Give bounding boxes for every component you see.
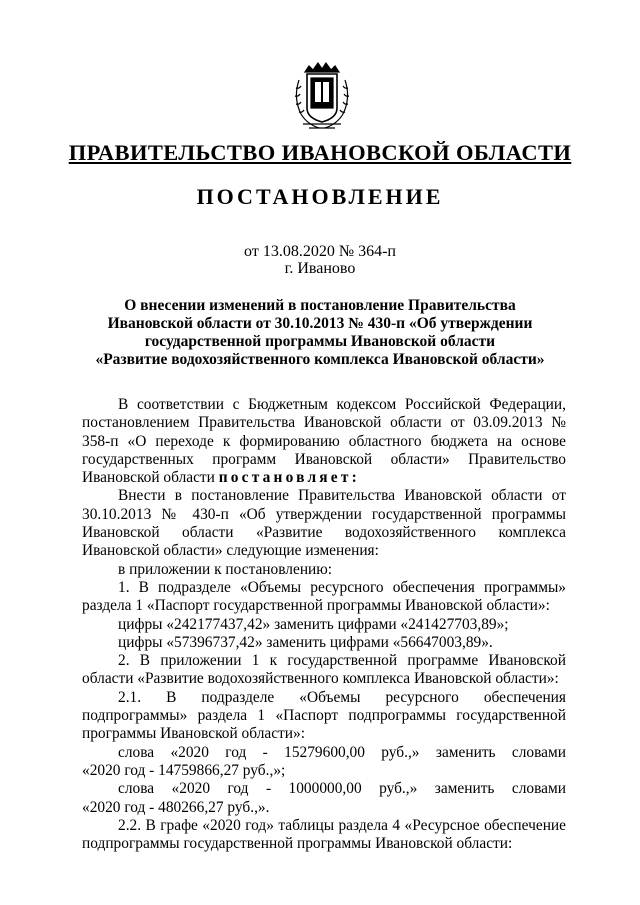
- document-type: ПОСТАНОВЛЕНИЕ: [196, 184, 444, 209]
- paragraph: 2.1. В подразделе «Объемы ресурсного обеспечения подпрограммы» раздела 1 «Паспорт подпрограммы государственной программы Ивановской области»:: [82, 688, 566, 743]
- paragraph: «2020 год - 480266,27 руб.,».: [82, 798, 270, 816]
- paragraph: в приложении к постановлению:: [118, 560, 333, 578]
- document-date-number: от 13.08.2020 № 364-п: [244, 243, 396, 260]
- paragraph: Внести в постановление Правительства Ивановской области от 30.10.2013 № 430-п «Об утверждении государственной программы Ивановской области «Развитие водохозяйственного комплекса Ивановской области» следующие изменения:: [82, 487, 566, 560]
- paragraph: 1. В подразделе «Объемы ресурсного обеспечения программы» раздела 1 «Паспорт государственной программы Ивановской области»:: [82, 578, 566, 615]
- paragraph: слова «2020 год - 1000000,00 руб.,» заменить словами: [118, 780, 566, 798]
- paragraph: 2.2. В графе «2020 год» таблицы раздела 4 «Ресурсное обеспечение подпрограммы государственной программы Ивановской области:: [82, 816, 566, 853]
- title-line: Ивановской области от 30.10.2013 № 430-п «Об утверждении: [107, 315, 533, 332]
- paragraph: [82, 396, 566, 487]
- title-line: государственной программы Ивановской области: [144, 333, 496, 350]
- document-city: г. Иваново: [284, 260, 356, 277]
- paragraph: цифры «242177437,42» заменить цифрами «241427703,89»;: [118, 615, 509, 633]
- coat-of-arms-icon: [289, 58, 355, 132]
- paragraph: «2020 год - 14759866,27 руб.,»;: [82, 761, 286, 779]
- document-body: [82, 396, 566, 853]
- paragraph: цифры «57396737,42» заменить цифрами «56647003,89».: [118, 633, 493, 651]
- organization-name: ПРАВИТЕЛЬСТВО ИВАНОВСКОЙ ОБЛАСТИ: [68, 140, 572, 165]
- title-line: О внесении изменений в постановление Правительства: [124, 297, 516, 314]
- document-title: [90, 297, 550, 369]
- paragraph-text: В соответствии с Бюджетным кодексом Российской Федерации, постановлением Правительства Ивановской области от 03.09.2013 № 358-п «О переходе к формированию областного бюджета на основе государственных программ Ивановской области» Правительство Ивановской области: [82, 396, 566, 487]
- resolves-word: постановляет:: [218, 469, 360, 487]
- paragraph: слова «2020 год - 15279600,00 руб.,» заменить словами: [118, 743, 566, 761]
- title-line: «Развитие водохозяйственного комплекса Ивановской области»: [95, 351, 545, 368]
- paragraph: 2. В приложении 1 к государственной программе Ивановской области «Развитие водохозяйственного комплекса Ивановской области»:: [82, 652, 566, 688]
